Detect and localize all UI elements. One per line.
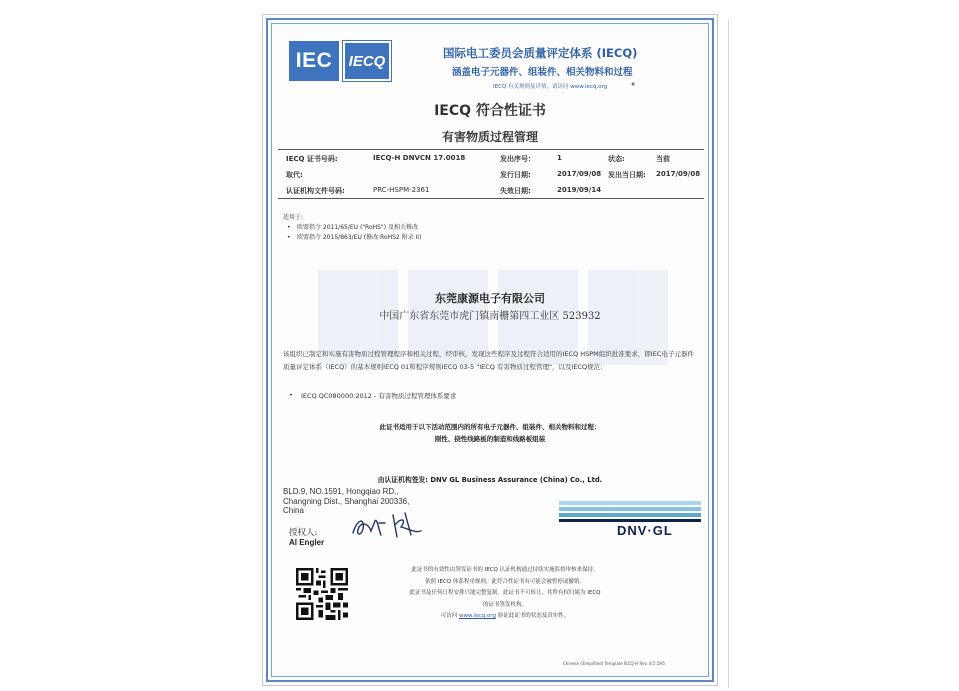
certification-statement: 该组织已制定和实施有害物质过程管理程序和相关过程，经审核，发现这些程序及过程符合适用的IECQ HSPM组织批准要求，即IEC电子元器件质量评定体系（IECQ）的基本规则IECQ 01和程序规则IECQ 03-5 "IECQ 有害物质过程管理"，以及IECQ规范：: [283, 350, 694, 371]
template-reference: Chinese (Simplified) Template IECQ-H Rev. 8.5 ZH5: [563, 661, 666, 666]
standard-list: [283, 391, 456, 400]
expiry-value: 2019/09/14: [557, 186, 602, 194]
iecq-website-link[interactable]: www.iecq.org: [459, 613, 496, 619]
dnv-gl-logo: DNV·GL: [617, 523, 673, 538]
scope-item: • 欧盟指令 2015/863/EU (修改 RoHS2 附录 II): [283, 233, 421, 243]
header-subtitle: 涵盖电子元器件、组装件、相关物料和过程: [452, 67, 633, 78]
footer-text: 可访问: [440, 613, 458, 619]
header-mark: #: [631, 82, 636, 88]
issue-date-label: 发行日期:: [500, 171, 531, 179]
info-row-replaces: [278, 166, 704, 182]
header-title: 国际电工委员会质量评定体系 (IECQ): [443, 46, 638, 60]
company-address: 中国广东省东莞市虎门镇南栅第四工业区 523932: [379, 311, 601, 322]
scope-item: • 欧盟指令 2011/65/EU ("RoHS") 及相关修改: [283, 223, 421, 233]
dnv-bar: [559, 507, 701, 511]
certificate-sheet: [262, 14, 718, 686]
info-row-certificate: [278, 150, 704, 166]
iec-logo: IEC: [289, 41, 339, 81]
issuer-address-line: China: [283, 506, 304, 515]
dnv-bar: [559, 513, 701, 517]
issue-seq-value: 1: [557, 154, 562, 162]
standard-item: • IECQ QC080000:2012 - 有害物质过程管理体系要求: [283, 391, 456, 400]
cb-file-label: 认证机构文件号码:: [286, 187, 345, 195]
footer-line: 此证书的有效性由签发证书的 IECQ 认证机构通过持续实施监督审核来保持。: [411, 567, 599, 573]
current-issue-label: 发出当日期:: [608, 171, 646, 179]
scope-statement: [263, 421, 717, 445]
header-website-note: IECQ 有关规则及详情，请访问 www.iecq.org: [493, 84, 608, 90]
replaces-label: 取代:: [286, 171, 303, 179]
footer-line: 的证书签发机构。: [482, 601, 527, 608]
footer-line: 此证书及任何日程安排只能完整复制。此证书不可转让，其所有权归属为 IECQ: [409, 590, 601, 596]
dnv-bar: [559, 519, 701, 522]
cert-no-label: IECQ 证书号码:: [286, 155, 338, 163]
cert-no-value: IECQ-H DNVCN 17.0018: [373, 154, 466, 162]
signature-image: [349, 509, 439, 541]
status-label: 状态:: [608, 155, 625, 163]
qr-code-icon: [296, 568, 348, 620]
applicable-scope: [283, 213, 421, 243]
dnv-gl-bars: [559, 501, 701, 523]
cb-file-value: PRC-HSPM-2361: [373, 186, 430, 194]
certificate-subtitle: 有害物质过程管理: [441, 130, 538, 144]
expiry-label: 失效日期:: [500, 187, 531, 195]
scope-label: 适用于:: [283, 214, 304, 221]
dnv-bar: [559, 501, 701, 505]
company-name: 东莞康源电子有限公司: [435, 292, 545, 305]
footer-line: [345, 611, 665, 623]
scope-statement-line: 刚性、挠性线路板的制造和线路板组装: [434, 435, 546, 443]
info-row-file: [278, 182, 704, 198]
issue-date-value: 2017/09/08: [557, 170, 602, 178]
authorized-name: Al Engler: [289, 538, 325, 547]
authorized-label: 授权人:: [289, 528, 318, 538]
certificate-footer: [345, 565, 665, 623]
footer-text: 验证此证书的状态及真实性。: [497, 613, 570, 619]
issuing-body: 由认证机构签发: DNV GL Business Assurance (China) Co., Ltd.: [377, 476, 603, 484]
certificate-info-table: [278, 149, 704, 199]
page-edge-line: [728, 20, 729, 688]
scope-statement-line: 此证书适用于以下活动范围内的所有电子元器件、组装件、相关物料和过程：: [379, 423, 601, 431]
current-issue-value: 2017/09/08: [656, 170, 701, 178]
footer-line: 依照 IECQ 体系程序规则，此符合性证书有可能会被暂停或撤销。: [425, 578, 585, 585]
issuer-address-line: BLD.9, NO.1591, Hongqiao RD.,: [283, 487, 399, 496]
status-value: 当前: [656, 155, 670, 163]
iecq-logo: IECQ: [343, 41, 391, 81]
certificate-title: IECQ 符合性证书: [434, 103, 546, 119]
issue-seq-label: 发出序号：: [500, 155, 535, 163]
issuer-address-line: Changning Dist., Shanghai 200336,: [283, 496, 410, 506]
